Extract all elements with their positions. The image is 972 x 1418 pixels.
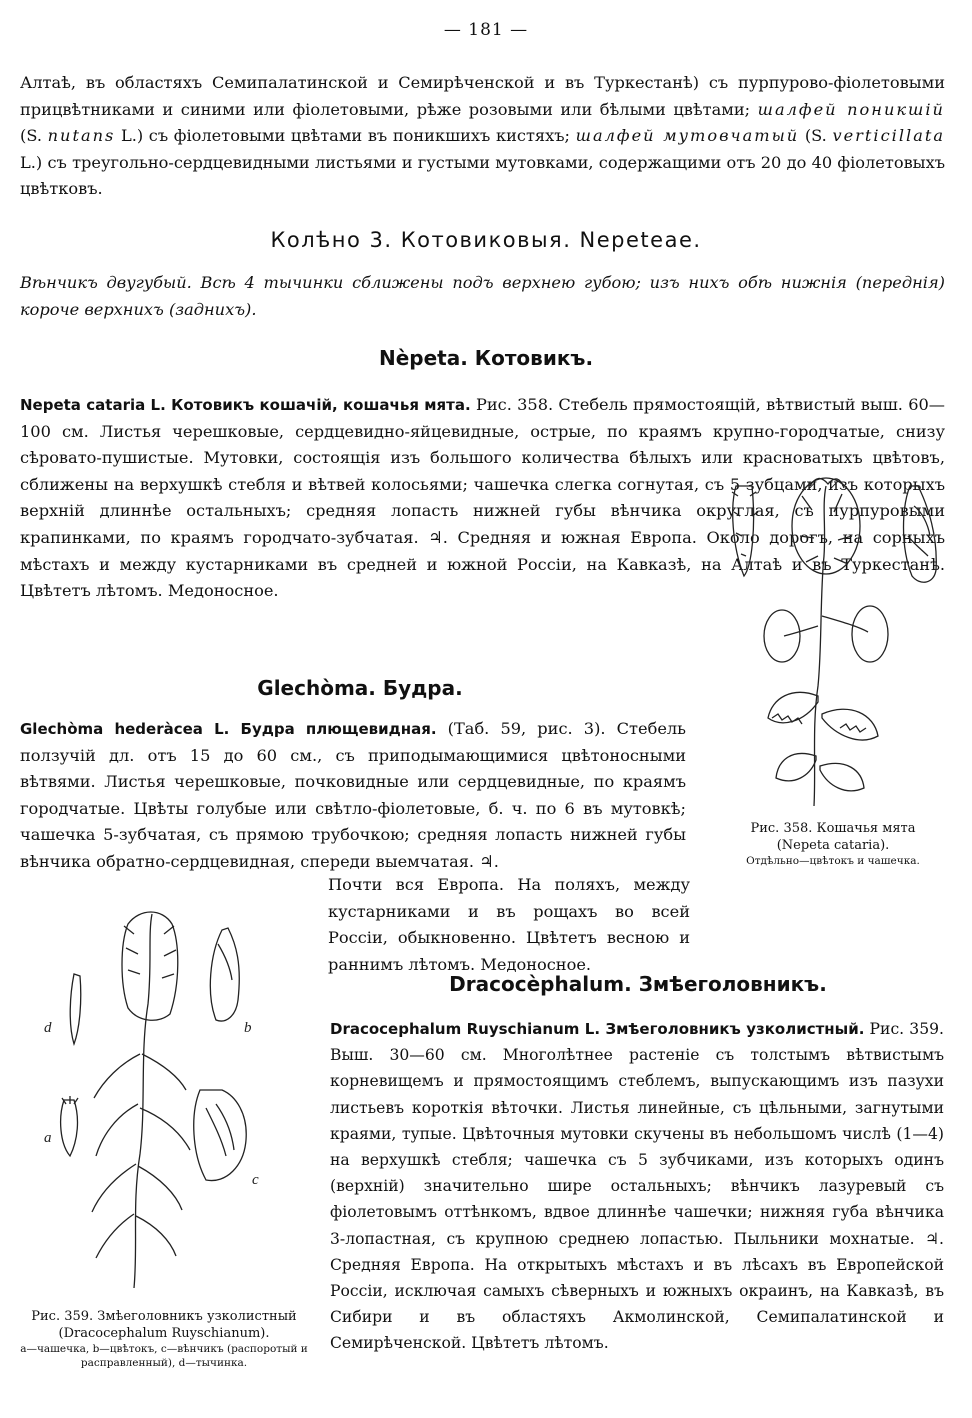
dracocephalum-paragraph [330,1016,944,1357]
intro-text-4: (S. [799,126,833,146]
genus-title-nepeta: Nèpeta. Котовикъ. [378,346,594,370]
intro-text-3: L.) съ фіолетовыми цвѣтами въ поникшихъ кистяхъ; [115,126,576,146]
intro-spaced-1: шалфей поникшій [757,99,945,119]
intro-spaced-3: шалфей мутовчатый [575,126,800,146]
section-description: Вѣнчикъ двугубый. Всѣ 4 тычинки сближены подъ верхнею губою; изъ нихъ обѣ нижнія (переднія) короче верхнихъ (заднихъ). [20,273,945,319]
figure-358-caption [716,820,950,868]
dracocephalum-illustration [30,904,320,1294]
figure-359-caption-title: Рис. 359. Змѣеголовникъ узколистный [31,1309,297,1324]
figure-359-label-b: b [244,1020,252,1036]
figure-359 [30,904,320,1294]
intro-spaced-4: verticillata [832,126,946,146]
glechoma-paragraph [20,716,686,876]
intro-text-5: L.) съ треугольно-сердцевидными листьями и густыми мутовками, содержащими отъ 20 до 40 фіолетовыхъ цвѣтковъ. [20,152,945,199]
figure-359-caption [12,1308,316,1370]
figure-358-caption-latin: (Nepeta cataria). [776,838,890,853]
genus-title-dracocephalum: Dracocèphalum. Змѣеголовникъ. [449,972,827,996]
glechoma-description: (Таб. 59, рис. 3). Стебель ползучій дл. отъ 15 до 60 см., съ приподымающимися цвѣтоносными вѣтвями. Листья черешковые, почковидные или сердцевидные, по краямъ городчатые. Цвѣты голубые или свѣтло-фіолетовые, б. ч. по 6 въ мутовкѣ; чашечка 5-зубчатая, съ прямою трубочкою; средняя лопасть нижней губы вѣнчика обратно-сердцевидная, спереди выемчатая. ♃. [20,719,686,871]
nepeta-species-name: Nepeta cataria L. Котовикъ кошачій, кошачья мята. [20,396,471,414]
figure-358 [722,466,944,816]
nepeta-illustration [722,466,944,816]
dracocephalum-description: Рис. 359. Выш. 30—60 см. Многолѣтнее растеніе съ толстымъ вѣтвистымъ корневищемъ и прямостоящимъ стеблемъ, выпускающимъ изъ пазухи листьевъ короткія вѣточки. Листья линейные, съ цѣльными, загнутыми краями, тупые. Цвѣточныя мутовки скучены въ небольшомъ числѣ (1—4) на верхушкѣ стебля; чашечка съ 5 зубчиками, изъ которыхъ одинъ (верхній) значительно шире остальныхъ; вѣнчикъ лазуревый съ фіолетовымъ оттѣнкомъ, вдвое длиннѣе чашечки; нижняя губа вѣнчика 3-лопастная, съ крупною среднею лопастью. Пыльники мохнатые. ♃. Средняя Европа. На открытыхъ мѣстахъ и въ лѣсахъ въ Европейской Россіи, исключая самыхъ сѣверныхъ и южныхъ окраинъ, на Кавказѣ, въ Сибири и въ областяхъ Акмолинской, Семипалатинской и Семирѣченской. Цвѣтетъ лѣтомъ. [330,1020,944,1353]
glechoma-paragraph-continued: Почти вся Европа. На поляхъ, между кустарниками и въ рощахъ во всей Россіи, обыкновенно. Цвѣтетъ весною и раннимъ лѣтомъ. Медоносное. [328,875,690,974]
figure-359-caption-latin: (Dracocephalum Ruyschianum). [58,1326,270,1341]
genus-title-glechoma: Glechòma. Будра. [257,676,463,700]
section-title: Колѣно 3. Котовиковыя. Nepeteae. [270,228,702,252]
figure-358-caption-title: Рис. 358. Кошачья мята [750,821,916,836]
intro-text-2: (S. [20,126,48,146]
glechoma-species-name: Glechòma hederàcea L. Будра плющевидная. [20,720,437,738]
dracocephalum-species-name: Dracocephalum Ruyschianum L. Змѣеголовникъ узколистный. [330,1020,865,1038]
intro-text-1: Алтаѣ, въ областяхъ Семипалатинской и Семирѣченской и въ Туркестанѣ) съ пурпурово-фіолетовыми прицвѣтниками и синими или фіолетовыми, рѣже розовыми или бѣлыми цвѣтами; [20,73,945,119]
figure-358-caption-detail: Отдѣльно—цвѣтокъ и чашечка. [746,855,920,867]
intro-spaced-2: nutans [47,126,116,146]
nepeta-description: Рис. 358. Стебель прямостоящій, вѣтвистый выш. 60—100 см. Листья черешковые, сердцевидно-яйцевидные, острые, по краямъ крупно-городчатые, снизу сѣровато-пушистые. Мутовки, состоящія изъ большого количества бѣлыхъ или красноватыхъ цвѣтовъ, сближены на верхушкѣ стебля и вѣтвей колосьями; чашечка слегка согнутая, съ 5 зубцами, изъ которыхъ верхній длиннѣе остальныхъ; средняя лопасть нижней губы вѣнчика округлая, съ пурпуровыми крапинками, по краямъ городчато-зубчатая. ♃. Средняя и южная Европа. Около дорогъ, на сорныхъ мѣстахъ и между кустарниками въ средней и южной Россіи, на Кавказѣ, на Алтаѣ и въ Туркестанѣ. Цвѣтетъ лѣтомъ. Медоносное. [20,395,945,601]
figure-359-caption-detail: a—чашечка, b—цвѣтокъ, c—вѣнчикъ (распоротый и расправленный), d—тычинка. [20,1343,308,1369]
page-number: — 181 — [443,20,529,40]
figure-359-label-c: c [252,1172,259,1188]
figure-359-label-d: d [44,1020,52,1036]
intro-paragraph [20,70,945,203]
figure-359-label-a: a [44,1130,52,1146]
